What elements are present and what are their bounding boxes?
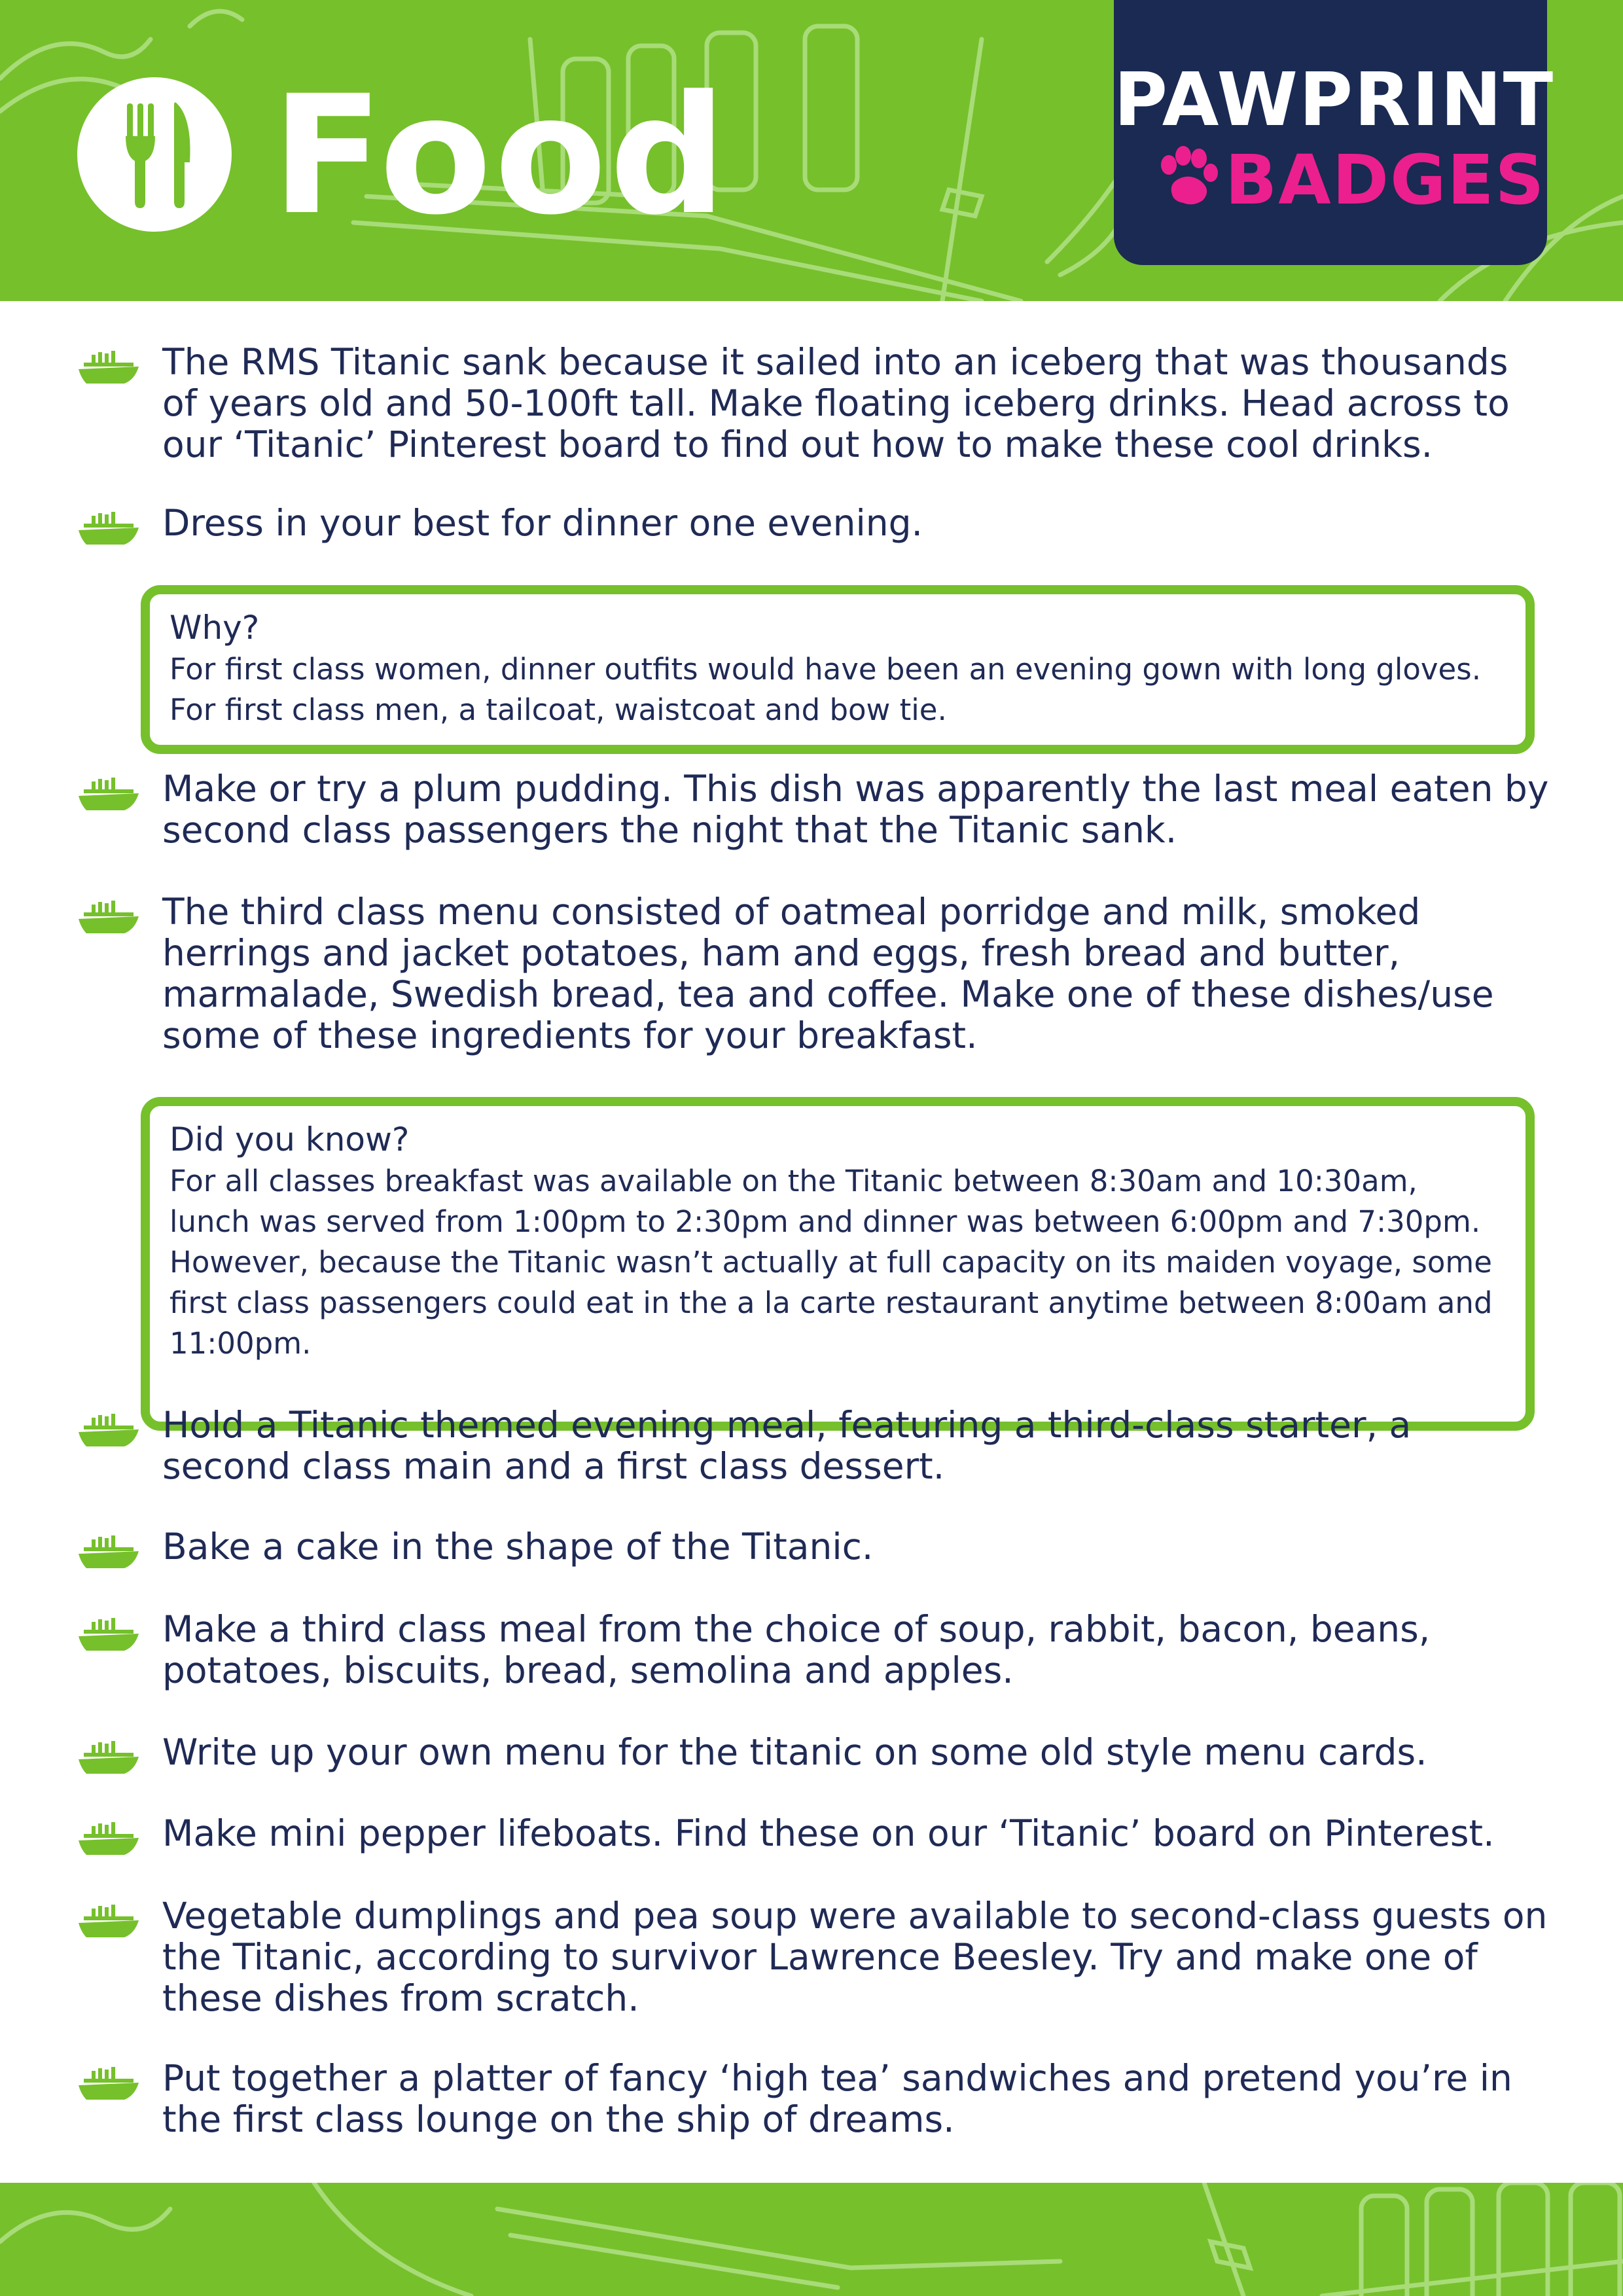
item-text: Write up your own menu for the titanic on some old style menu cards.: [162, 1731, 1427, 1773]
paw-icon: [1154, 145, 1220, 211]
info-box-line: lunch was served from 1:00pm to 2:30pm and dinner was between 6:00pm and 7:30pm.: [169, 1204, 1481, 1239]
ship-bullet-icon: [79, 897, 139, 937]
info-box-line: For all classes breakfast was available on the Titanic between 8:30am and 10:30am,: [169, 1164, 1418, 1198]
ship-bullet-icon: [79, 1532, 139, 1572]
ship-bullet-icon: [79, 2063, 139, 2104]
ship-bullet-icon: [79, 1818, 139, 1859]
info-box-line: For first class women, dinner outfits would have been an evening gown with long gloves.: [169, 652, 1481, 687]
item-text: Make or try a plum pudding. This dish was apparently the last meal eaten by second class passengers the night that the Titanic sank.: [162, 768, 1549, 851]
info-box-line: However, because the Titanic wasn’t actually at full capacity on its maiden voyage, some: [169, 1245, 1492, 1280]
item-text: Dress in your best for dinner one evening.: [162, 502, 923, 544]
pawprint-badges-logo: [1114, 0, 1555, 265]
cutlery-icon: [77, 77, 232, 232]
page-title: Food: [272, 60, 730, 251]
logo-text-pawprint: PAWPRINT: [1114, 58, 1555, 143]
ship-bullet-icon: [79, 1737, 139, 1778]
info-box-did-you-know: [141, 1097, 1535, 1431]
item-text: The third class menu consisted of oatmeal porridge and milk, smoked herrings and jacket potatoes, ham and eggs, fresh bread and butter, marmalade, Swedish bread, tea and coffee. Make one of these dishes/use some of these ingredients for your breakfast.: [162, 891, 1494, 1056]
info-box-line: 11:00pm.: [169, 1326, 312, 1361]
logo-text-badges: BADGES: [1225, 140, 1546, 220]
item-text: Bake a cake in the shape of the Titanic.: [162, 1526, 874, 1568]
ship-bullet-icon: [79, 347, 139, 387]
ship-bullet-icon: [79, 1410, 139, 1450]
item-text: Make mini pepper lifeboats. Find these on our ‘Titanic’ board on Pinterest.: [162, 1812, 1495, 1854]
titanic-outline-decoration: [0, 2183, 1623, 2296]
item-text: The RMS Titanic sank because it sailed into an iceberg that was thousands of years old and 50-100ft tall. Make floating iceberg drinks. Head across to our ‘Titanic’ Pinterest board to find out how to make these cool drinks.: [162, 341, 1510, 465]
footer-banner: [0, 2183, 1623, 2296]
ship-bullet-icon: [79, 508, 139, 548]
header-banner: [0, 0, 1623, 301]
ship-bullet-icon: [79, 1901, 139, 1941]
ship-bullet-icon: [79, 774, 139, 814]
item-text: Put together a platter of fancy ‘high tea’ sandwiches and pretend you’re in the first class lounge on the ship of dreams.: [162, 2057, 1512, 2140]
info-box-title: Did you know?: [169, 1121, 410, 1158]
item-text: Vegetable dumplings and pea soup were available to second-class guests on the Titanic, according to survivor Lawrence Beesley. Try and make one of these dishes from scratch.: [162, 1895, 1548, 2019]
info-box-line: first class passengers could eat in the a la carte restaurant anytime between 8:00am and: [169, 1285, 1493, 1320]
info-box-line: For first class men, a tailcoat, waistcoat and bow tie.: [169, 692, 947, 727]
item-text: Make a third class meal from the choice of soup, rabbit, bacon, beans, potatoes, biscuits, bread, semolina and apples.: [162, 1608, 1431, 1691]
info-box-title: Why?: [169, 609, 260, 647]
ship-bullet-icon: [79, 1614, 139, 1655]
info-box-why: [141, 585, 1535, 754]
item-text: Hold a Titanic themed evening meal, featuring a third-class starter, a second class main and a first class dessert.: [162, 1404, 1412, 1487]
